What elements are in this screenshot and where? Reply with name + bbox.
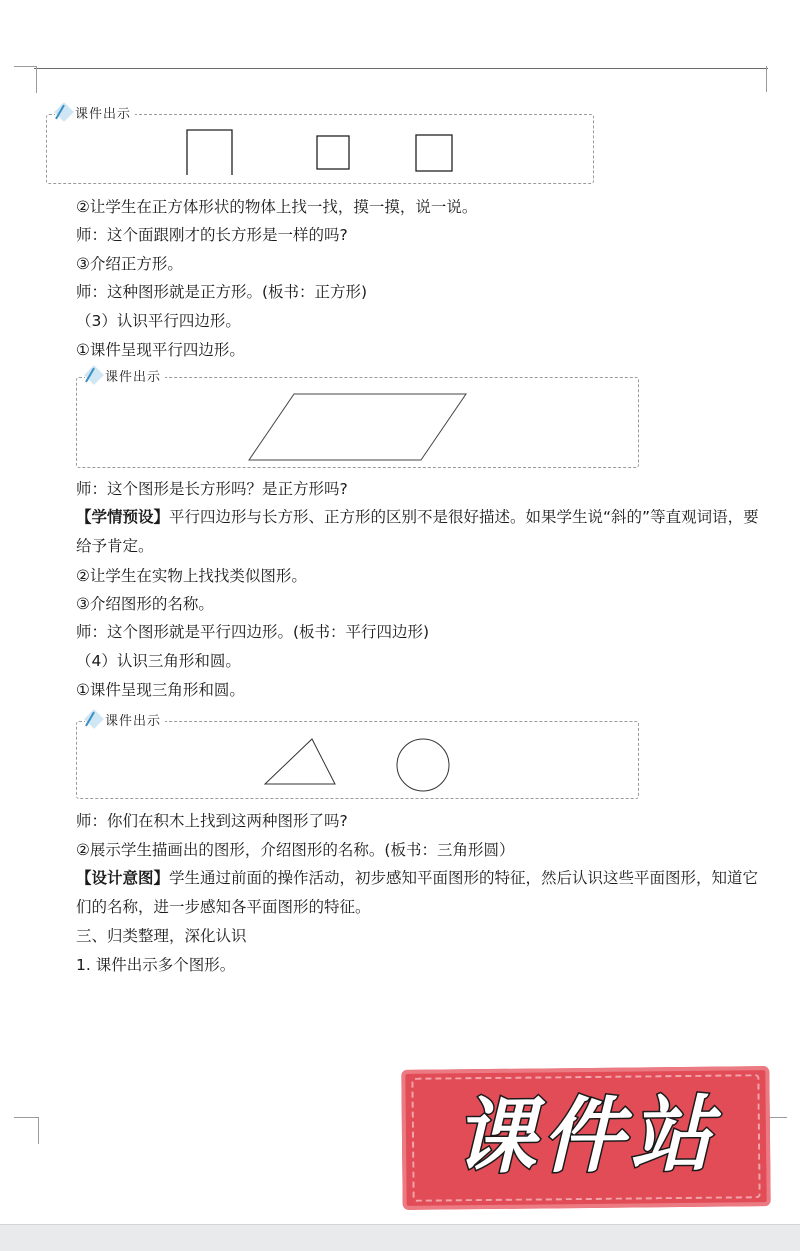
courseware-label: 课件出示 [105,369,162,385]
watermark-stamp [401,1066,770,1210]
section-heading: 三、归类整理，深化认识 [76,927,247,945]
viewer-bottom-bar [0,1224,800,1251]
courseware-label: 课件出示 [75,106,132,122]
courseware-label: 课件出示 [105,713,162,729]
square-shape [317,136,349,169]
paragraph: 师：这种图形就是正方形。(板书：正方形) [76,283,368,301]
label-design-intent: 【设计意图】 [76,869,170,887]
shapes-figure [77,378,638,467]
paragraph: 1. 课件出示多个图形。 [76,956,236,974]
paragraph: ②展示学生描画出的图形，介绍图形的名称。(板书：三角形圆） [76,841,515,859]
shapes-figure [77,722,638,798]
header-rule [34,68,768,69]
paragraph: ②让学生在实物上找找类似图形。 [76,567,307,585]
paragraph: 师：这个图形是长方形吗？是正方形吗? [76,480,348,498]
paragraph-design-intent [76,864,766,922]
parallelogram-shape [249,394,466,460]
paragraph: ①课件呈现平行四边形。 [76,341,245,359]
label-learning-preset: 【学情预设】 [76,508,170,526]
paragraph: 师：这个面跟刚才的长方形是一样的吗? [76,226,348,244]
page-corner-mark [14,1117,39,1144]
paragraph: ①课件呈现三角形和圆。 [76,681,245,699]
paragraph: 师：你们在积木上找到这两种图形了吗? [76,812,348,830]
paragraph: ③介绍正方形。 [76,255,183,273]
triangle-shape [265,739,335,784]
paragraph: ②让学生在正方体形状的物体上找一找，摸一摸，说一说。 [76,198,478,216]
rectangle-shape [187,130,232,175]
watermark-text: 课件站 [453,1087,719,1186]
circle-shape [397,739,449,791]
shapes-figure [47,115,593,183]
courseware-box-triangle-circle [76,713,639,799]
page-corner-mark [766,66,787,92]
square-shape [416,135,452,171]
paragraph: 师：这个图形就是平行四边形。(板书：平行四边形) [76,623,430,641]
paragraph: ③介绍图形的名称。 [76,595,214,613]
design-intent-text: 学生通过前面的操作活动，初步感知平面图形的特征，然后认识这些平面图形，知道它们的名称，进一步感知各平面图形的特征。 [76,869,759,916]
courseware-box-rectangles [46,106,594,184]
page-corner-mark [14,66,37,93]
section-heading: （3）认识平行四边形。 [76,312,241,330]
courseware-box-parallelogram [76,369,639,468]
section-heading: （4）认识三角形和圆。 [76,652,241,670]
learning-preset-text: 平行四边形与长方形、正方形的区别不是很好描述。如果学生说“斜的”等直观词语，要给予肯定。 [76,508,759,555]
paragraph-learning-preset [76,503,766,561]
